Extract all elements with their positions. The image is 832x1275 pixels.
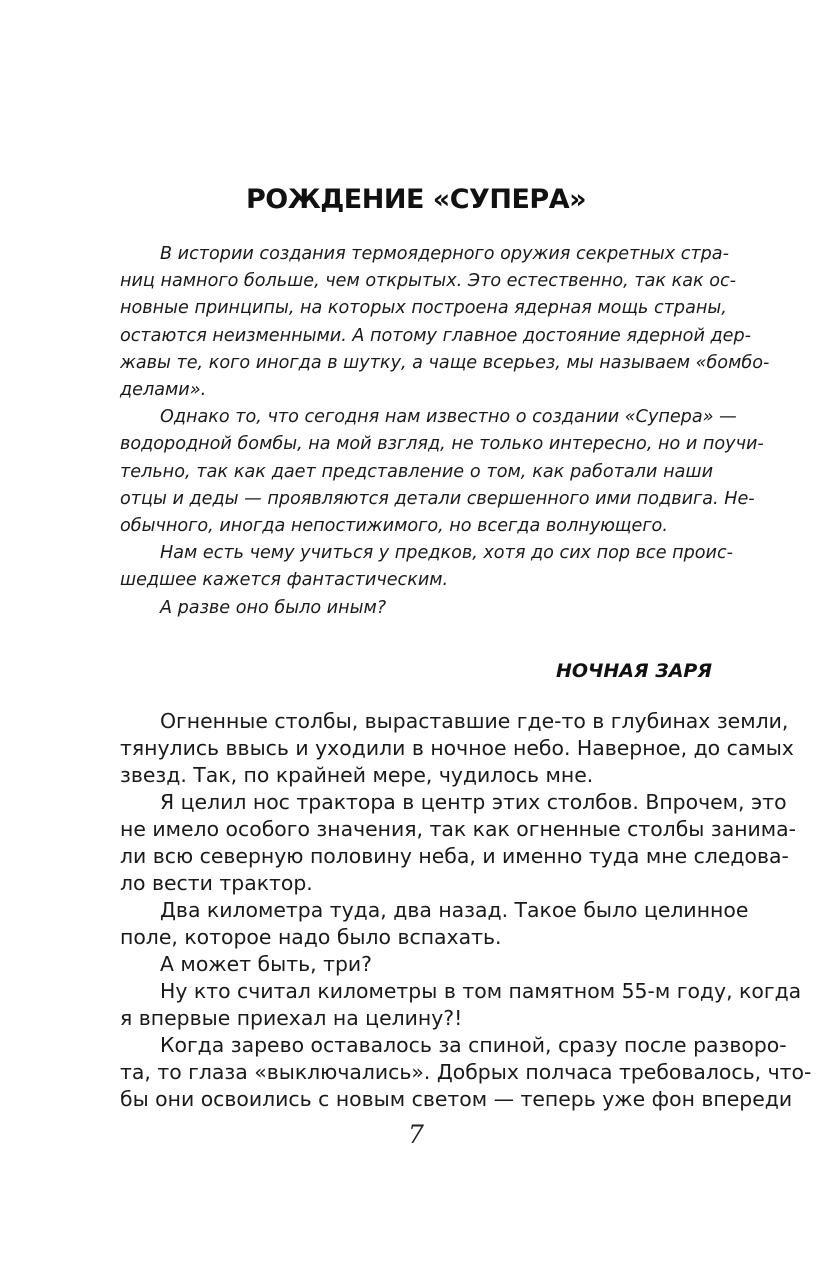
epigraph-line: делами». <box>120 380 207 401</box>
page-number: 7 <box>408 1120 424 1149</box>
body-line: Когда зарево оставалось за спиной, сразу после разворо- <box>160 1033 787 1057</box>
body-line: Два километра туда, два назад. Такое было целинное <box>160 898 749 922</box>
epigraph-line: шедшее кажется фантастическим. <box>120 570 449 591</box>
epigraph-line: Однако то, что сегодня нам известно о создании «Супера» — <box>160 407 737 428</box>
body-line: звезд. Так, по крайней мере, чудилось мне. <box>120 763 594 787</box>
body-line: А может быть, три? <box>160 952 372 976</box>
body-line: та, то глаза «выключались». Добрых полчаса требовалось, что- <box>120 1060 812 1084</box>
epigraph-line: новные принципы, на которых построена ядерная мощь страны, <box>120 298 727 319</box>
body-line: Я целил нос трактора в центр этих столбов. Впрочем, это <box>160 790 787 814</box>
chapter-title: РОЖДЕНИЕ «СУПЕРА» <box>245 184 587 215</box>
body-line: Ну кто считал километры в том памятном 55-м году, когда <box>160 979 802 1003</box>
body-text <box>120 708 812 1113</box>
epigraph-line: Нам есть чему учиться у предков, хотя до сих пор все проис- <box>160 543 734 564</box>
body-line: ло вести трактор. <box>120 871 313 895</box>
epigraph-line: ниц намного больше, чем открытых. Это естественно, так как ос- <box>120 271 736 292</box>
epigraph-line: жавы те, кого иногда в шутку, а чаще всерьез, мы называем «бомбо- <box>120 352 770 373</box>
body-line: тянулись ввысь и уходили в ночное небо. Наверное, до самых <box>120 736 794 760</box>
epigraph-line: тельно, так как дает представление о том, как работали наши <box>120 461 713 482</box>
epigraph <box>120 241 770 622</box>
epigraph-line: В истории создания термоядерного оружия секретных стра- <box>160 244 729 264</box>
epigraph-line: обычного, иногда непостижимого, но всегда волнующего. <box>120 516 668 537</box>
body-line: я впервые приехал на целину?! <box>120 1006 463 1030</box>
epigraph-line: отцы и деды — проявляются детали свершенного ими подвига. Не- <box>120 488 755 509</box>
section-title: НОЧНАЯ ЗАРЯ <box>555 660 712 682</box>
epigraph-line: остаются неизменными. А потому главное достояние ядерной дер- <box>120 325 751 346</box>
body-line: не имело особого значения, так как огненные столбы занима- <box>120 817 797 841</box>
body-line: ли всю северную половину неба, и именно туда мне следова- <box>120 844 789 868</box>
body-line: бы они освоились с новым светом — теперь уже фон впереди <box>120 1087 793 1111</box>
epigraph-line: водородной бомбы, на мой взгляд, не только интересно, но и поучи- <box>120 434 764 455</box>
body-line: поле, которое надо было вспахать. <box>120 925 502 949</box>
body-line: Огненные столбы, выраставшие где-то в глубинах земли, <box>160 709 789 733</box>
epigraph-line: А разве оно было иным? <box>160 597 387 618</box>
